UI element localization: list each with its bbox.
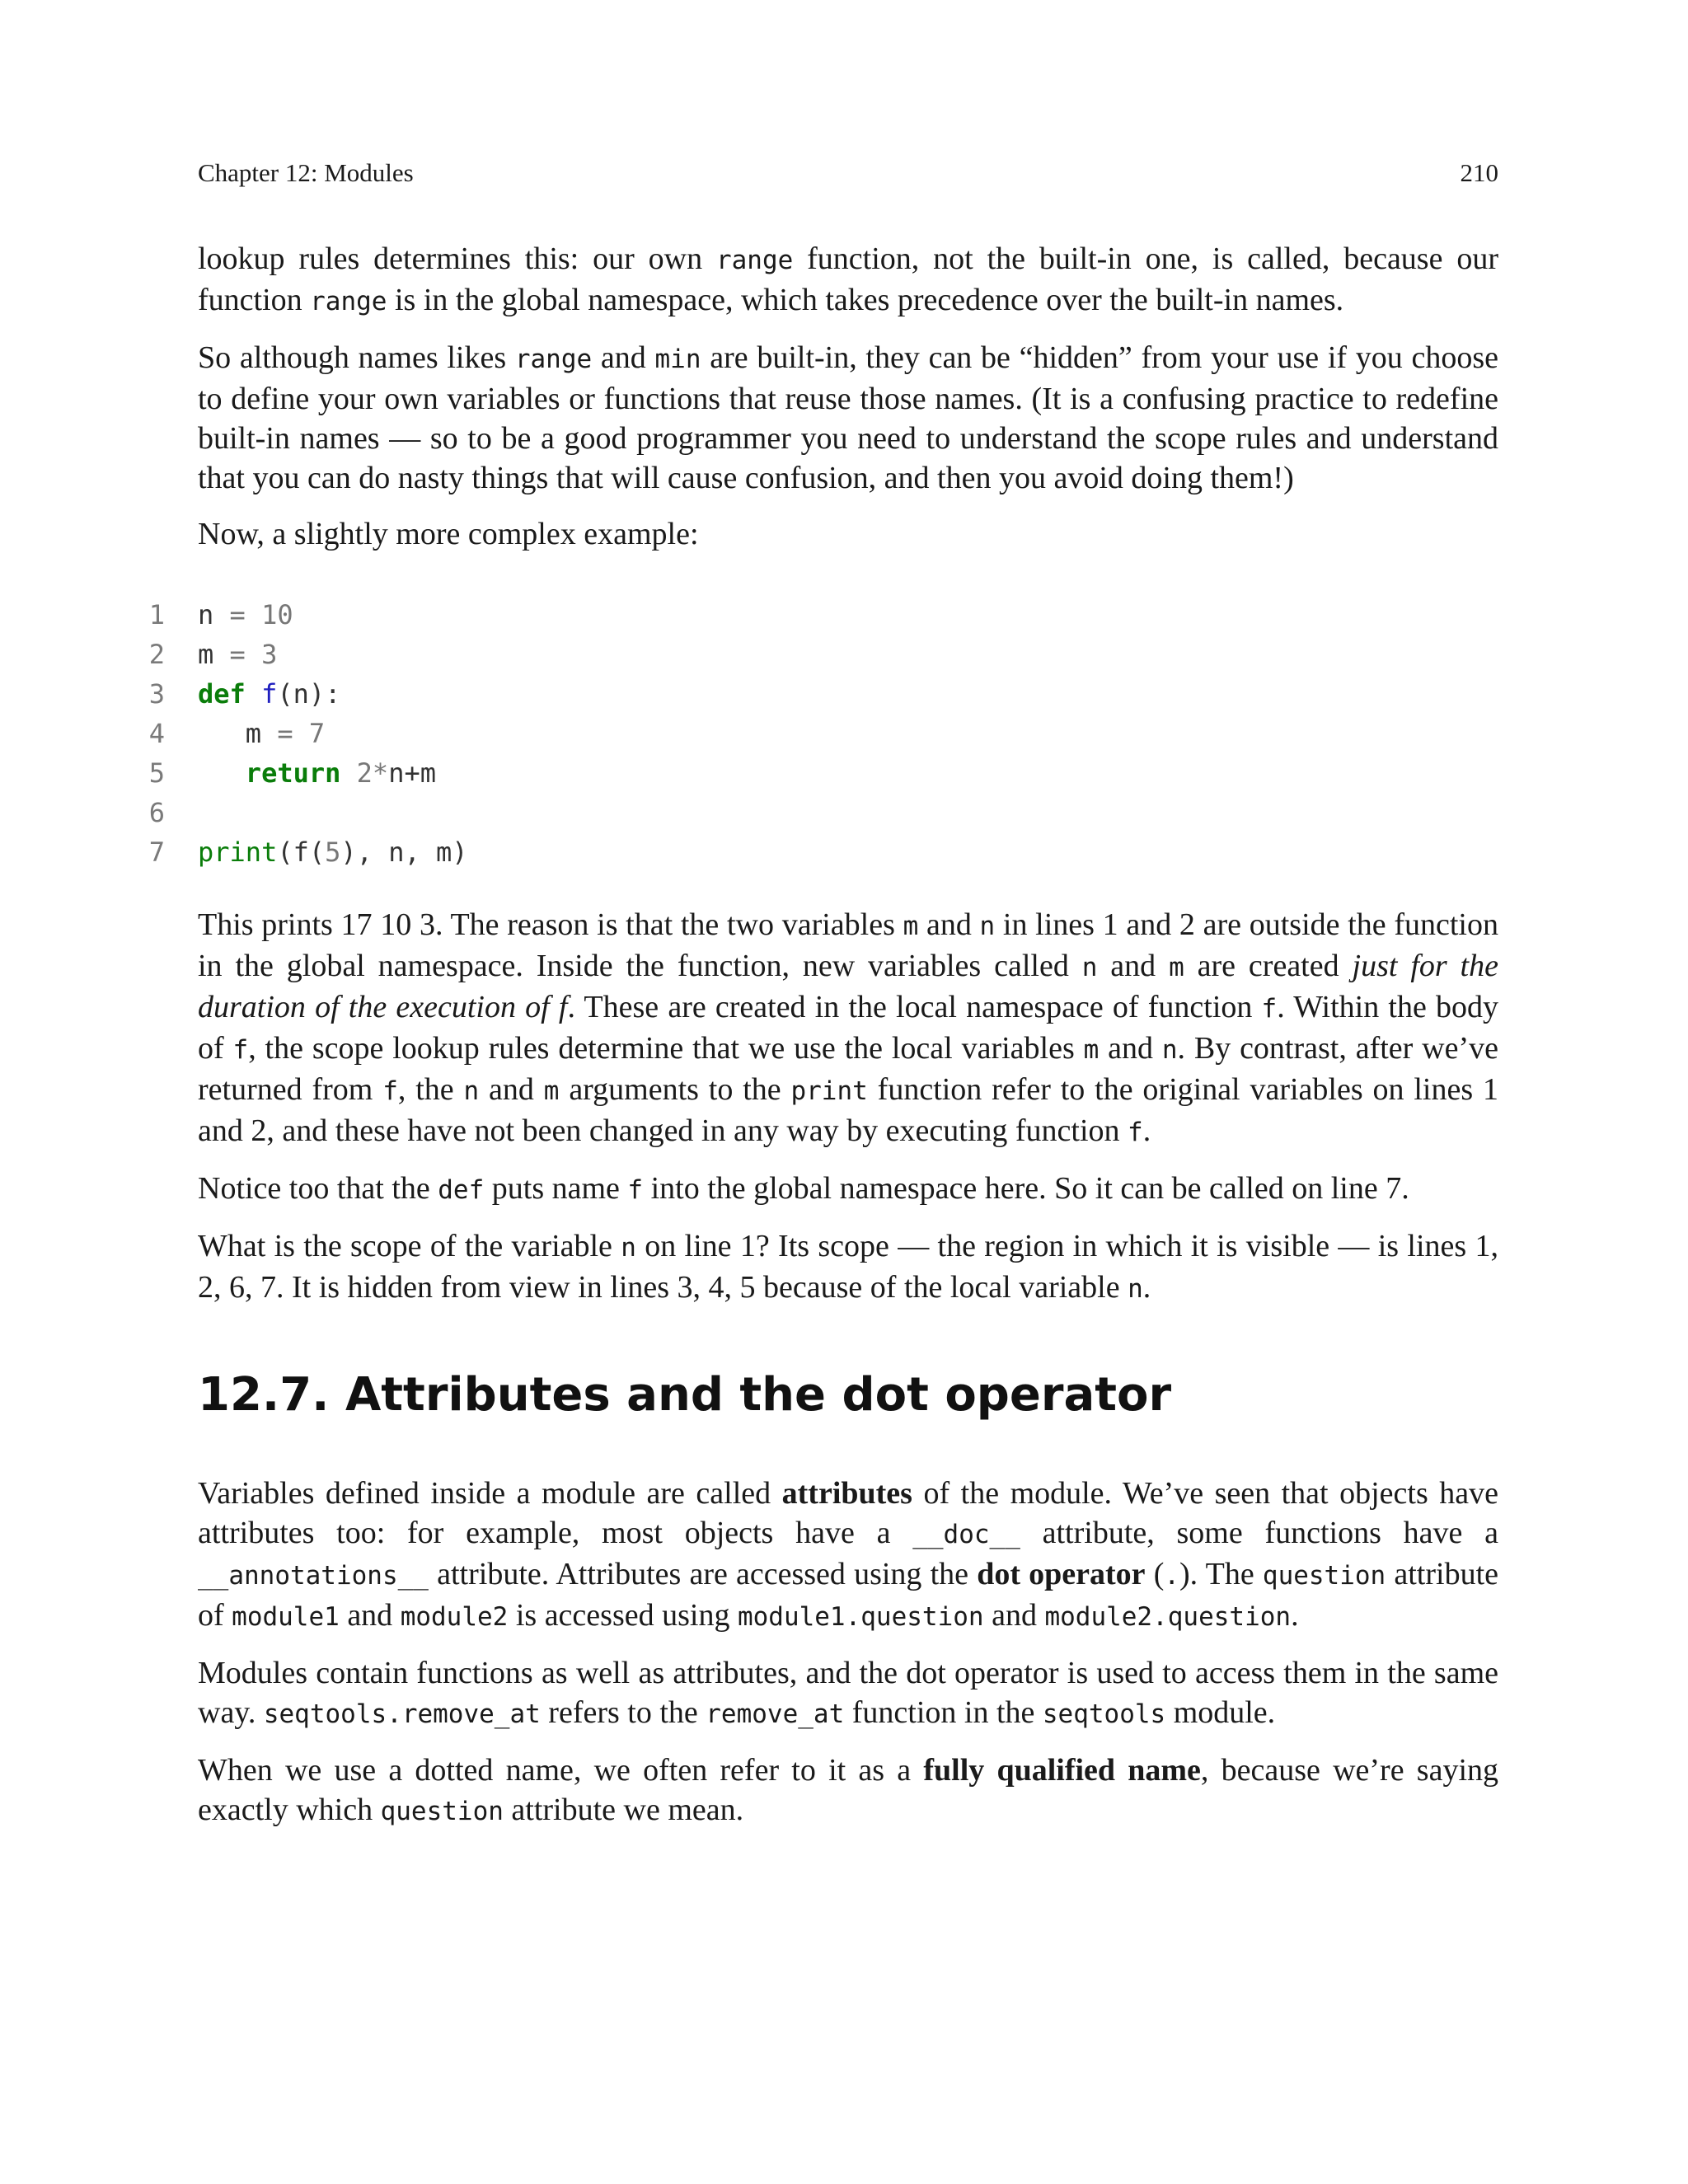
running-header <box>198 157 1498 190</box>
line-number: 3 <box>148 678 165 710</box>
line-number: 2 <box>148 639 165 670</box>
chapter-title: Chapter 12: Modules <box>198 158 414 187</box>
code-line <box>0 793 1498 832</box>
line-number: 6 <box>148 797 165 828</box>
paragraph-fully-qualified: When we use a dotted name, we often refer to it as a fully qualified name, because we’re saying exactly which question attribute we mean. <box>198 1753 1499 1827</box>
code-listing <box>0 595 1498 872</box>
code-line: 1 n = 10 <box>0 595 1498 635</box>
line-number: 1 <box>148 599 165 630</box>
inline-code: range <box>310 287 387 316</box>
paragraph-range-lookup: lookup rules determines this: our own range function, not the built-in one, is called, because our function range is in the global namespace, which takes precedence over the built-in names. <box>198 241 1498 317</box>
paragraph-def-global: Notice too that the def puts name f into the global namespace here. So it can be called on line 7. <box>198 1171 1409 1206</box>
line-number: 7 <box>148 837 165 868</box>
code-line: 4 m = 7 <box>0 714 1498 753</box>
main-content <box>148 239 1499 1848</box>
line-number: 4 <box>148 718 165 749</box>
line-number: 5 <box>148 757 165 789</box>
code-line: 3 def f(n): <box>0 674 1498 714</box>
page-number: 210 <box>1460 158 1498 187</box>
section-heading: 12.7. Attributes and the dot operator <box>198 1368 1172 1422</box>
paragraph-intro-example: Now, a slightly more complex example: <box>198 517 699 551</box>
inline-code: range <box>514 344 593 374</box>
paragraph-attributes: Variables defined inside a module are called attributes of the module. We’ve seen that objects have attributes too: for example, most objects have a __doc__ attribute, some functions have a __annotations__ attribute. Attributes are accessed using the dot operator (.). The question attribute of module1 and module2 is accessed using module1.question and module2.question. <box>198 1476 1498 1633</box>
code-line: 5 return 2*n+m <box>0 753 1498 793</box>
inline-code: min <box>654 344 701 374</box>
paragraph-hidden-builtins: So although names likes range and min are built-in, they can be “hidden” from your use if you choose to define your own variables or functions that reuse those names. (It is a confusing practice to redefine built-in names — so to be a good programmer you need to understand the scope rules and understand that you can do nasty things that will cause confusion, and then you avoid doing them!) <box>198 340 1499 495</box>
paragraph-explanation: This prints 17 10 3. The reason is that the two variables m and n in lines 1 and 2 are outside the function in the global namespace. Inside the function, new variables called n and m are created just for the duration of the execution of f. These are created in the local namespace of function f. Within the body of f, the scope lookup rules determine that we use the local variables m and n. By contrast, after we’ve returned from f, the n and m arguments to the print function refer to the original variables on lines 1 and 2, and these have not been changed in any way by executing function f. <box>198 907 1498 1148</box>
paragraph-module-functions: Modules contain functions as well as attributes, and the dot operator is used to access them in the same way. seqtools.remove_at refers to the remove_at function in the seqtools module. <box>198 1656 1498 1730</box>
paragraph-scope-question: What is the scope of the variable n on line 1? Its scope — the region in which it is visible — is lines 1, 2, 6, 7. It is hidden from view in lines 3, 4, 5 because of the local variable n. <box>198 1229 1498 1305</box>
inline-code: range <box>715 246 794 275</box>
code-line: 7 print(f(5), n, m) <box>0 832 1498 872</box>
code-line: 2 m = 3 <box>0 635 1498 674</box>
